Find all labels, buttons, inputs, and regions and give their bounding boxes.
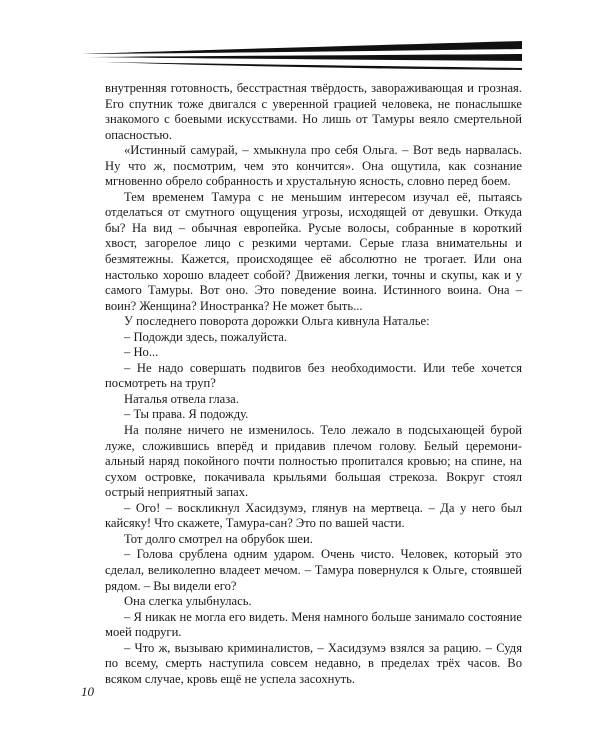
paragraph-8: Наталья отвела глаза. xyxy=(124,391,239,406)
paragraph-6: – Но... xyxy=(124,345,159,360)
paragraph-1: внутренняя готовность, бесстрастная твёрдость, завораживающая и грозная. Его спутник тоже двигался с уверенной грацией человека, не понаслышке знакомого с боевыми искусствами. Но лишь от Тамуры веяло смертельной опасностью. xyxy=(105,81,522,142)
paragraph-10: На поляне ничего не изменилось. Тело лежало в подсыхающей бурой луже, сложившись вперёд и придавив плечом голову. Белый церемониальный наряд покойного почти полностью пропитался кровью; на спине, на сухом островке, покачивала крыльями большая стрекоза. Вокруг стоял острый неприятный запах. xyxy=(105,423,522,500)
header-ornament xyxy=(82,40,522,70)
paragraph-11: – Ого! – воскликнул Хасидзумэ, глянув на мертвеца. – Да у него был кайсяку! Что скажете, Тамура-сан? Это по вашей части. xyxy=(105,500,522,531)
paragraph-7: – Не надо совершать подвигов без необходимости. Или тебе хочется посмотреть на труп? xyxy=(105,360,522,391)
paragraph-9: – Ты права. Я подожду. xyxy=(124,407,249,422)
paragraph-15: – Я никак не могла его видеть. Меня намного больше занимало состояние моей подруги. xyxy=(105,609,522,640)
paragraph-5: – Подожди здесь, пожалуйста. xyxy=(124,329,287,344)
paragraph-14: Она слегка улыбнулась. xyxy=(124,594,252,609)
paragraph-12: Тот долго смотрел на обрубок шеи. xyxy=(124,531,313,546)
paragraph-13: – Голова срублена одним ударом. Очень чисто. Человек, который это сделал, великолепно владеет мечом. – Тамура повернулся к Ольге, стоявшей рядом. – Вы видели его? xyxy=(105,547,522,593)
page-number: 10 xyxy=(81,684,94,699)
paragraph-16: – Что ж, вызываю криминалистов, – Хасидзумэ взялся за рацию. – Судя по всему, смерть наступила совсем недавно, в пределах трёх часов. Во всяком случае, кровь ещё не успела засохнуть. xyxy=(105,640,522,686)
paragraph-2: «Истинный самурай, – хмыкнула про себя Ольга. – Вот ведь нарвалась. Ну что ж, посмотрим, чем это кончится». Она ощутила, как сознание мгновенно обрело собранность и хрустальную ясность, словно перед боем. xyxy=(105,143,522,189)
paragraph-4: У последнего поворота дорожки Ольга кивнула Наталье: xyxy=(124,314,430,329)
body-text xyxy=(105,81,522,687)
paragraph-3: Тем временем Тамура с не меньшим интересом изучал её, пытаясь отделаться от смутного ощущения угрозы, исходящей от девушки. Откуда бы? На вид – обычная европейка. Русые волосы, собранные в короткий хвост, загорелое лицо с резкими чертами. Серые глаза внимательны и безмятежны. Кажется, происходящее её абсолютно не трогает. Или она настолько хорошо владеет собой? Движения легки, точны и скупы, как и у самого Тамуры. Вот оно. Это поведение воина. Истинного воина. Она – воин? Женщина? Иностранка? Не может быть... xyxy=(105,189,522,313)
